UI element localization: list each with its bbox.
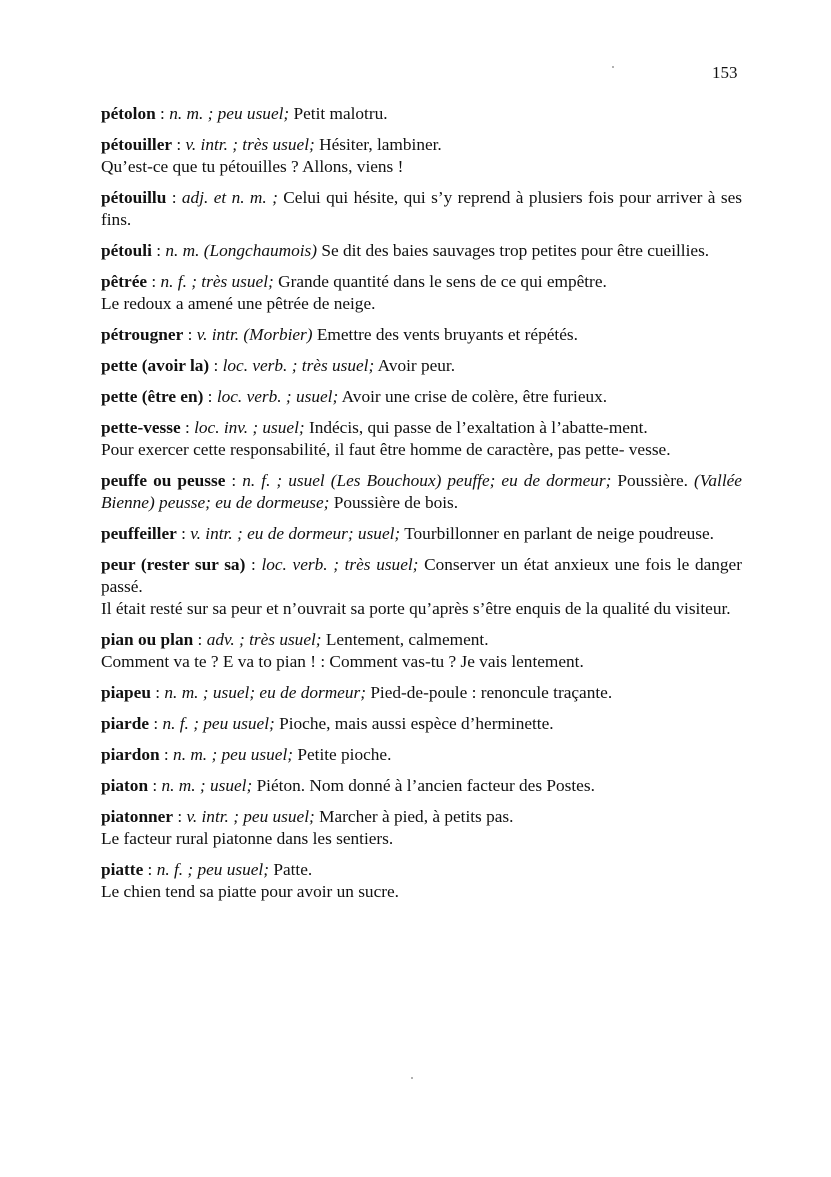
definition: Pied-de-poule : renoncule traçante. bbox=[370, 683, 613, 702]
grammar-note: n. f. ; très usuel; bbox=[160, 272, 274, 291]
grammar-note: loc. verb. ; très usuel; bbox=[261, 555, 419, 574]
headword: pétrougner bbox=[101, 325, 184, 344]
dictionary-entry: pétouli : n. m. (Longchaumois) Se dit des baies sauvages trop petites pour être cueillies. bbox=[101, 241, 710, 260]
headword: pette-vesse bbox=[101, 418, 181, 437]
definition: Celui qui hésite, qui s’y reprend à plusiers fois pour arriver à ses fins. bbox=[101, 188, 742, 229]
definition: Conserver un état anxieux une fois le danger passé. bbox=[101, 555, 742, 596]
scan-speck bbox=[411, 1077, 413, 1079]
headword: peuffe ou peusse bbox=[101, 471, 226, 490]
headword: piarde bbox=[101, 714, 150, 733]
definition: Petite pioche. bbox=[297, 745, 392, 764]
definition: Marcher à pied, à petits pas. bbox=[319, 807, 514, 826]
definition: Grande quantité dans le sens de ce qui empêtre. bbox=[278, 272, 607, 291]
headword: piatte bbox=[101, 860, 144, 879]
grammar-note: v. intr. ; peu usuel; bbox=[186, 807, 315, 826]
definition: Hésiter, lambiner. bbox=[319, 135, 442, 154]
dictionary-entry: pétrougner : v. intr. (Morbier) Emettre des vents bruyants et répétés. bbox=[101, 325, 578, 344]
grammar-note: n. m. ; peu usuel; bbox=[169, 104, 290, 123]
headword: pétouillu bbox=[101, 188, 167, 207]
example-sentence: Comment va te ? E va to pian ! : Comment vas-tu ? Je vais lentement. bbox=[101, 652, 584, 671]
grammar-note: v. intr. ; très usuel; bbox=[185, 135, 315, 154]
headword: piapeu bbox=[101, 683, 151, 702]
example-sentence: Qu’est-ce que tu pétouilles ? Allons, viens ! bbox=[101, 157, 404, 176]
headword: pétouiller bbox=[101, 135, 173, 154]
dictionary-entry: piardon : n. m. ; peu usuel; Petite pioche. bbox=[101, 745, 392, 764]
example-sentence: Le redoux a amené une pêtrée de neige. bbox=[101, 294, 376, 313]
grammar-note: v. intr. ; eu de dormeur; usuel; bbox=[190, 524, 401, 543]
definition: Petit malotru. bbox=[293, 104, 388, 123]
dictionary-entry: piapeu : n. m. ; usuel; eu de dormeur; Pied-de-poule : renoncule traçante. bbox=[101, 683, 613, 702]
definition: Pioche, mais aussi espèce d’herminette. bbox=[279, 714, 554, 733]
headword: pette (être en) bbox=[101, 387, 204, 406]
headword: piardon bbox=[101, 745, 160, 764]
grammar-note: (Vallée Bienne) peusse; eu de dormeuse; bbox=[101, 471, 742, 512]
headword: pette (avoir la) bbox=[101, 356, 210, 375]
dictionary-entry: peuffeiller : v. intr. ; eu de dormeur; usuel; Tourbillonner en parlant de neige poudreuse. bbox=[101, 524, 714, 543]
dictionary-entry: pette (être en) : loc. verb. ; usuel; Avoir une crise de colère, être furieux. bbox=[101, 387, 608, 406]
definition: Avoir peur. bbox=[377, 356, 456, 375]
page-number: 153 bbox=[712, 63, 738, 82]
headword: peuffeiller bbox=[101, 524, 177, 543]
definition: Poussière. bbox=[617, 471, 688, 490]
definition: Emettre des vents bruyants et répétés. bbox=[316, 325, 578, 344]
definition: Patte. bbox=[273, 860, 313, 879]
definition: Piéton. Nom donné à l’ancien facteur des Postes. bbox=[256, 776, 595, 795]
dictionary-entry: pette (avoir la) : loc. verb. ; très usuel; Avoir peur. bbox=[101, 356, 456, 375]
dictionary-entry: peuffe ou peusse : n. f. ; usuel (Les Bouchoux) peuffe; eu de dormeur; Poussière. (Vallée Bienne) peusse; eu de dormeuse; Poussière de bois. bbox=[101, 471, 742, 512]
grammar-note: n. m. ; usuel; eu de dormeur; bbox=[164, 683, 366, 702]
example-sentence: Le facteur rural piatonne dans les sentiers. bbox=[101, 829, 394, 848]
dictionary-entry: piatte : n. f. ; peu usuel; Patte. Le chien tend sa piatte pour avoir un sucre. bbox=[101, 859, 742, 903]
grammar-note: v. intr. (Morbier) bbox=[196, 325, 313, 344]
dictionary-entry: piaton : n. m. ; usuel; Piéton. Nom donné à l’ancien facteur des Postes. bbox=[101, 776, 595, 795]
example-sentence: Pour exercer cette responsabilité, il faut être homme de caractère, pas pette- vesse. bbox=[101, 440, 671, 459]
definition: Poussière de bois. bbox=[333, 493, 459, 512]
grammar-note: n. m. ; usuel; bbox=[161, 776, 253, 795]
dictionary-entry: pétouiller : v. intr. ; très usuel; Hésiter, lambiner. Qu’est-ce que tu pétouilles ? Allons, viens ! bbox=[101, 134, 742, 178]
definition: Se dit des baies sauvages trop petites pour être cueillies. bbox=[321, 241, 710, 260]
dictionary-entry: piarde : n. f. ; peu usuel; Pioche, mais aussi espèce d’herminette. bbox=[101, 714, 554, 733]
example-sentence: Le chien tend sa piatte pour avoir un sucre. bbox=[101, 882, 399, 901]
grammar-note: adj. et n. m. ; bbox=[181, 188, 278, 207]
example-sentence: Il était resté sur sa peur et n’ouvrait sa porte qu’après s’être enquis de la qualité du visiteur. bbox=[101, 599, 731, 618]
grammar-note: n. m. (Longchaumois) bbox=[165, 241, 318, 260]
headword: pêtrée bbox=[101, 272, 148, 291]
grammar-note: n. m. ; peu usuel; bbox=[173, 745, 294, 764]
dictionary-entry: peur (rester sur sa) : loc. verb. ; très usuel; Conserver un état anxieux une fois le danger passé. Il était resté sur sa peur et n’ouvrait sa porte qu’après s’être enquis de la qualité du visiteur. bbox=[101, 555, 742, 618]
grammar-note: n. f. ; peu usuel; bbox=[156, 860, 269, 879]
dictionary-entry: pette-vesse : loc. inv. ; usuel; Indécis, qui passe de l’exaltation à l’abatte-ment. Pour exercer cette responsabilité, il faut être homme de caractère, pas pette- vesse. bbox=[101, 417, 742, 461]
dictionary-entries bbox=[101, 103, 742, 903]
scan-speck bbox=[612, 66, 614, 68]
definition: Indécis, qui passe de l’exaltation à l’abatte-ment. bbox=[308, 418, 648, 437]
dictionary-entry: pétolon : n. m. ; peu usuel; Petit malotru. bbox=[101, 104, 388, 123]
dictionary-entry: pétouillu : adj. et n. m. ; Celui qui hésite, qui s’y reprend à plusiers fois pour arriver à ses fins. bbox=[101, 188, 742, 229]
grammar-note: adv. ; très usuel; bbox=[206, 630, 322, 649]
headword: pian ou plan bbox=[101, 630, 194, 649]
dictionary-entry: pian ou plan : adv. ; très usuel; Lentement, calmement. Comment va te ? E va to pian ! : Comment vas-tu ? Je vais lentement. bbox=[101, 629, 742, 673]
headword: piatonner bbox=[101, 807, 174, 826]
dictionary-entry: pêtrée : n. f. ; très usuel; Grande quantité dans le sens de ce qui empêtre. Le redoux a amené une pêtrée de neige. bbox=[101, 271, 742, 315]
grammar-note: n. f. ; peu usuel; bbox=[162, 714, 275, 733]
headword: pétouli bbox=[101, 241, 152, 260]
grammar-note: loc. verb. ; très usuel; bbox=[222, 356, 375, 375]
grammar-note: n. f. ; usuel (Les Bouchoux) peuffe; eu de dormeur; bbox=[242, 471, 612, 490]
grammar-note: loc. inv. ; usuel; bbox=[194, 418, 305, 437]
headword: piaton bbox=[101, 776, 149, 795]
definition: Lentement, calmement. bbox=[325, 630, 489, 649]
headword: peur (rester sur sa) bbox=[101, 555, 246, 574]
dictionary-entry: piatonner : v. intr. ; peu usuel; Marcher à pied, à petits pas. Le facteur rural piatonne dans les sentiers. bbox=[101, 806, 742, 850]
definition: Avoir une crise de colère, être furieux. bbox=[341, 387, 608, 406]
definition: Tourbillonner en parlant de neige poudreuse. bbox=[404, 524, 714, 543]
headword: pétolon bbox=[101, 104, 156, 123]
grammar-note: loc. verb. ; usuel; bbox=[216, 387, 339, 406]
